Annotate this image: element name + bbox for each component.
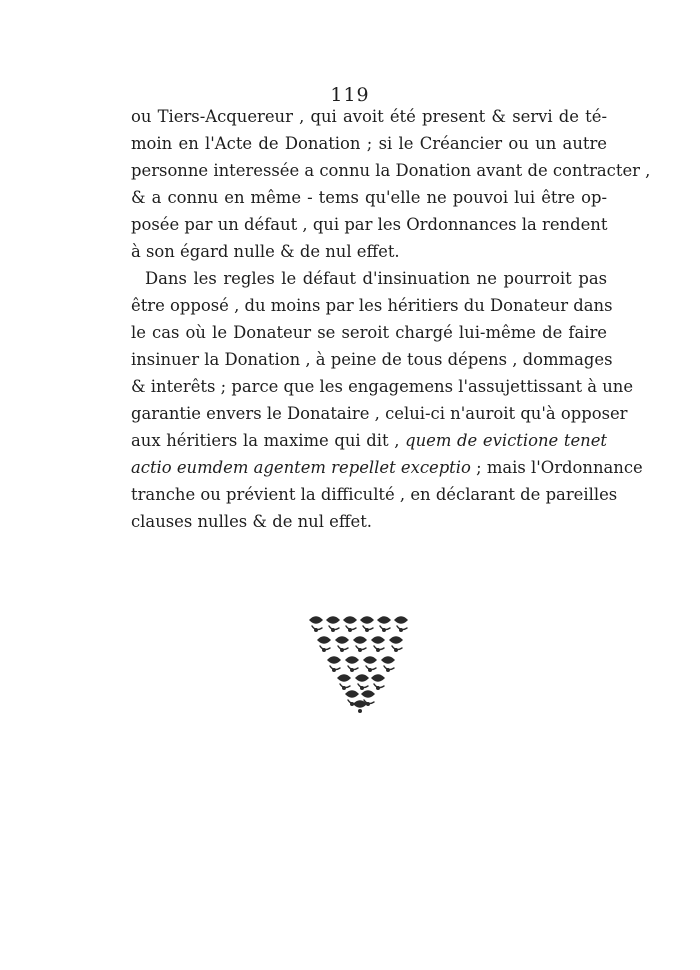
text-line: être opposé , du moins par les héritiers du Donateur dans bbox=[131, 296, 613, 315]
latin-quote: actio eumdem agentem repellet exceptio bbox=[131, 458, 471, 477]
text-line: & a connu en même - tems qu'elle ne pouvoi lui être op- bbox=[131, 188, 607, 207]
text-line: garantie envers le Donataire , celui-ci n'auroit qu'à opposer bbox=[131, 404, 628, 423]
text-line bbox=[131, 455, 643, 481]
text-line: à son égard nulle & de nul effet. bbox=[131, 242, 400, 261]
text-segment: aux héritiers la maxime qui dit , bbox=[131, 431, 400, 450]
text-line: Dans les regles le défaut d'insinuation ne pourroit pas bbox=[145, 269, 607, 288]
latin-quote: quem de evictione tenet bbox=[405, 431, 607, 450]
page-number: 119 bbox=[330, 84, 370, 106]
text-line: tranche ou prévient la difficulté , en déclarant de pareilles bbox=[131, 485, 618, 504]
text-line: moin en l'Acte de Donation ; si le Créancier ou un autre bbox=[131, 134, 607, 153]
text-line: clauses nulles & de nul effet. bbox=[131, 512, 373, 531]
text-line: posée par un défaut , qui par les Ordonnances la rendent bbox=[131, 215, 608, 234]
text-line: personne interessée a connu la Donation avant de contracter , bbox=[131, 161, 651, 180]
text-line: insinuer la Donation , à peine de tous dépens , dommages bbox=[131, 350, 613, 369]
text-line: le cas où le Donateur se seroit chargé lui-même de faire bbox=[131, 323, 607, 342]
text-line: & interêts ; parce que les engagemens l'assujettissant à une bbox=[131, 377, 634, 396]
text-line: ou Tiers-Acquereur , qui avoit été present & servi de té- bbox=[131, 107, 607, 126]
text-line bbox=[131, 428, 607, 454]
text-segment: ; mais l'Ordonnance bbox=[476, 458, 643, 477]
fleuron-ornament bbox=[308, 614, 412, 714]
